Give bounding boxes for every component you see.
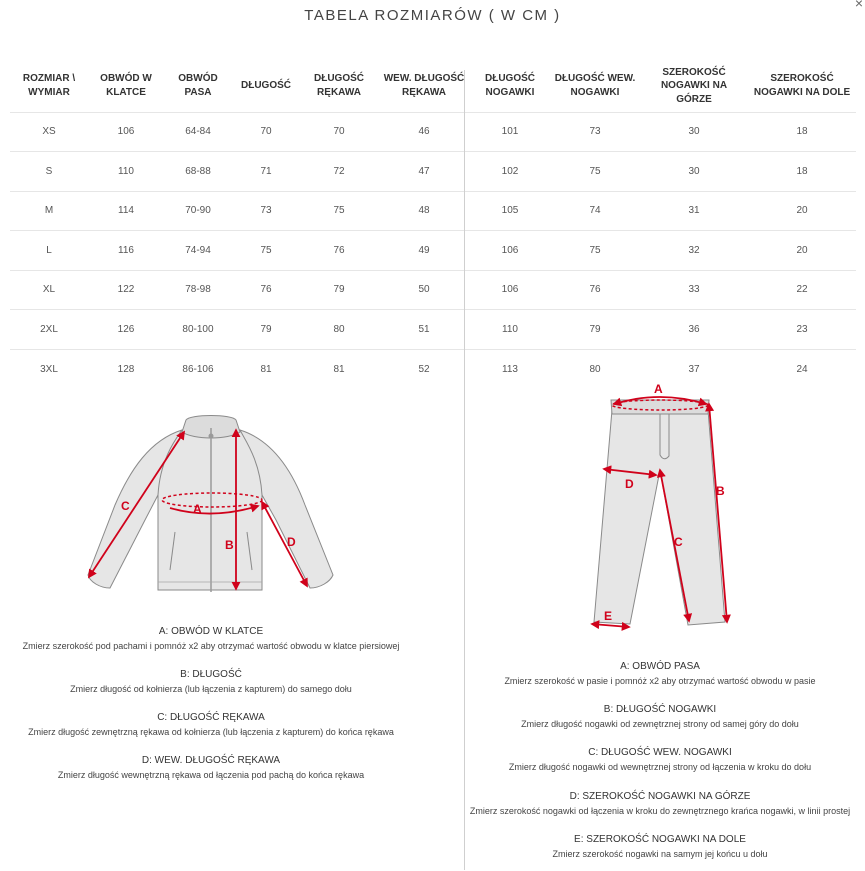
jacket-diagram: [80, 410, 345, 600]
table-cell: 71: [232, 152, 300, 192]
col-waist: OBWÓD PASA: [178, 73, 218, 98]
col-inseam: DŁUGOŚĆ WEW. NOGAWKI: [554, 73, 636, 98]
table-cell: 78-98: [164, 270, 232, 310]
col-chest: OBWÓD W KLATCE: [100, 73, 152, 98]
pants-desc-a: [460, 661, 860, 686]
table-cell: S: [10, 152, 88, 192]
table-cell: 22: [748, 270, 856, 310]
table-cell: 31: [640, 191, 748, 231]
table-cell: 79: [550, 310, 640, 350]
table-cell: 47: [378, 152, 470, 192]
pants-desc-b-title: B: DŁUGOŚĆ NOGAWKI: [603, 704, 717, 715]
jacket-desc-d-text: Zmierz długość wewnętrzną rękawa od łączenia pod pachą do końca rękawa: [57, 770, 365, 780]
pants-desc-c-title: C: DŁUGOŚĆ WEW. NOGAWKI: [588, 747, 732, 758]
jacket-desc-b-text: Zmierz długość od kołnierza (lub łączenia z kapturem) do samego dołu: [70, 684, 352, 694]
page-title: TABELA ROZMIARÓW ( W CM ): [304, 7, 561, 24]
pants-desc-d-text: Zmierz szerokość nogawki od łączenia w kroku do zewnętrznego krańca nogawki, w linii prostej: [469, 806, 851, 816]
table-cell: 75: [232, 231, 300, 271]
jacket-zipper-pull: [209, 434, 214, 439]
pants-label-c: C: [674, 535, 683, 549]
pants-desc-d-title: D: SZEROKOŚĆ NOGAWKI NA GÓRZE: [569, 791, 751, 802]
table-cell: 114: [88, 191, 164, 231]
table-row: [10, 112, 856, 152]
jacket-desc-d: [0, 755, 422, 780]
col-leg-width-top: SZEROKOŚĆ NOGAWKI NA GÓRZE: [660, 66, 728, 105]
table-cell: 79: [232, 310, 300, 350]
table-cell: 2XL: [10, 310, 88, 350]
table-row: [10, 191, 856, 231]
table-cell: 106: [470, 231, 550, 271]
table-cell: 76: [232, 270, 300, 310]
table-cell: 18: [748, 112, 856, 152]
table-cell: 32: [640, 231, 748, 271]
table-cell: 50: [378, 270, 470, 310]
table-cell: 72: [300, 152, 378, 192]
pants-desc-a-text: Zmierz szerokość w pasie i pomnóż x2 aby otrzymać wartość obwodu w pasie: [504, 676, 816, 686]
table-cell: 3XL: [10, 349, 88, 389]
jacket-desc-a-title: A: OBWÓD W KLATCE: [158, 626, 264, 637]
table-cell: M: [10, 191, 88, 231]
table-cell: 30: [640, 152, 748, 192]
col-size: ROZMIAR \ WYMIAR: [22, 73, 76, 98]
table-cell: 105: [470, 191, 550, 231]
table-cell: 37: [640, 349, 748, 389]
table-cell: 75: [550, 152, 640, 192]
pants-desc-c-text: Zmierz długość nogawki od wewnętrznej strony od łączenia w kroku do dołu: [508, 762, 812, 772]
table-cell: 76: [300, 231, 378, 271]
table-cell: 74-94: [164, 231, 232, 271]
table-cell: 75: [550, 231, 640, 271]
pants-measure-e: [592, 624, 629, 627]
table-cell: XS: [10, 112, 88, 152]
col-leg-width-bottom: SZEROKOŚĆ NOGAWKI NA DOLE: [753, 73, 851, 98]
jacket-label-c: C: [121, 499, 130, 513]
jacket-desc-c-text: Zmierz długość zewnętrzną rękawa od kołnierza (lub łączenia z kapturem) do końca rękawa: [28, 727, 394, 737]
pants-label-b: B: [716, 484, 725, 498]
table-cell: 80-100: [164, 310, 232, 350]
jacket-desc-c-title: C: DŁUGOŚĆ RĘKAWA: [157, 712, 265, 723]
jacket-desc-a-text: Zmierz szerokość pod pachami i pomnóż x2 aby otrzymać wartość obwodu w klatce piersiowej: [22, 641, 400, 651]
jacket-desc-b: [0, 669, 422, 694]
table-cell: 106: [470, 270, 550, 310]
table-cell: 33: [640, 270, 748, 310]
pants-desc-b: [460, 704, 860, 729]
table-cell: 51: [378, 310, 470, 350]
table-cell: 30: [640, 112, 748, 152]
table-cell: 18: [748, 152, 856, 192]
pants-desc-e-text: Zmierz szerokość nogawki na samym jej końcu u dołu: [552, 849, 768, 859]
table-cell: 64-84: [164, 112, 232, 152]
table-cell: 126: [88, 310, 164, 350]
table-cell: 106: [88, 112, 164, 152]
pants-label-d: D: [625, 477, 634, 491]
table-cell: 70-90: [164, 191, 232, 231]
table-row: [10, 310, 856, 350]
table-cell: 46: [378, 112, 470, 152]
jacket-label-d: D: [287, 535, 296, 549]
table-row: [10, 270, 856, 310]
table-cell: 128: [88, 349, 164, 389]
col-inner-sleeve: WEW. DŁUGOŚĆ RĘKAWA: [383, 73, 465, 98]
pants-label-a: A: [654, 382, 663, 396]
jacket-desc-c: [0, 712, 422, 737]
table-cell: 86-106: [164, 349, 232, 389]
jacket-desc-b-title: B: DŁUGOŚĆ: [180, 669, 242, 680]
table-cell: 75: [300, 191, 378, 231]
col-leg-length: DŁUGOŚĆ NOGAWKI: [485, 73, 535, 98]
jacket-label-a: A: [193, 502, 202, 516]
table-cell: 81: [232, 349, 300, 389]
pants-desc-a-title: A: OBWÓD PASA: [620, 661, 700, 672]
table-cell: 122: [88, 270, 164, 310]
table-cell: 80: [300, 310, 378, 350]
table-cell: 70: [232, 112, 300, 152]
pants-desc-e: [460, 834, 860, 859]
table-cell: 76: [550, 270, 640, 310]
pants-desc-e-title: E: SZEROKOŚĆ NOGAWKI NA DOLE: [574, 834, 746, 845]
size-table: [10, 60, 856, 389]
table-cell: L: [10, 231, 88, 271]
table-row: [10, 231, 856, 271]
col-length: DŁUGOŚĆ: [241, 80, 291, 91]
pants-desc-d: [460, 791, 860, 816]
table-cell: 81: [300, 349, 378, 389]
table-cell: 20: [748, 231, 856, 271]
table-cell: 73: [232, 191, 300, 231]
jacket-label-b: B: [225, 538, 234, 552]
table-cell: 110: [88, 152, 164, 192]
table-cell: 102: [470, 152, 550, 192]
table-cell: 36: [640, 310, 748, 350]
table-cell: 48: [378, 191, 470, 231]
table-cell: XL: [10, 270, 88, 310]
table-cell: 70: [300, 112, 378, 152]
close-icon[interactable]: ×: [854, 0, 863, 11]
table-cell: 116: [88, 231, 164, 271]
jacket-desc-a: [0, 626, 422, 651]
pants-desc-c: [460, 747, 860, 772]
table-cell: 73: [550, 112, 640, 152]
table-cell: 74: [550, 191, 640, 231]
pants-desc-b-text: Zmierz długość nogawki od zewnętrznej strony od samej góry do dołu: [521, 719, 799, 729]
table-cell: 113: [470, 349, 550, 389]
table-header-row: [10, 60, 856, 112]
table-cell: 24: [748, 349, 856, 389]
jacket-desc-d-title: D: WEW. DŁUGOŚĆ RĘKAWA: [141, 755, 281, 766]
table-cell: 79: [300, 270, 378, 310]
table-cell: 110: [470, 310, 550, 350]
table-cell: 20: [748, 191, 856, 231]
table-cell: 52: [378, 349, 470, 389]
pants-label-e: E: [604, 609, 613, 623]
table-cell: 80: [550, 349, 640, 389]
table-cell: 49: [378, 231, 470, 271]
table-cell: 23: [748, 310, 856, 350]
table-cell: 101: [470, 112, 550, 152]
table-row: [10, 152, 856, 192]
col-sleeve-length: DŁUGOŚĆ RĘKAWA: [314, 73, 364, 98]
table-cell: 68-88: [164, 152, 232, 192]
pants-diagram: [585, 380, 745, 635]
